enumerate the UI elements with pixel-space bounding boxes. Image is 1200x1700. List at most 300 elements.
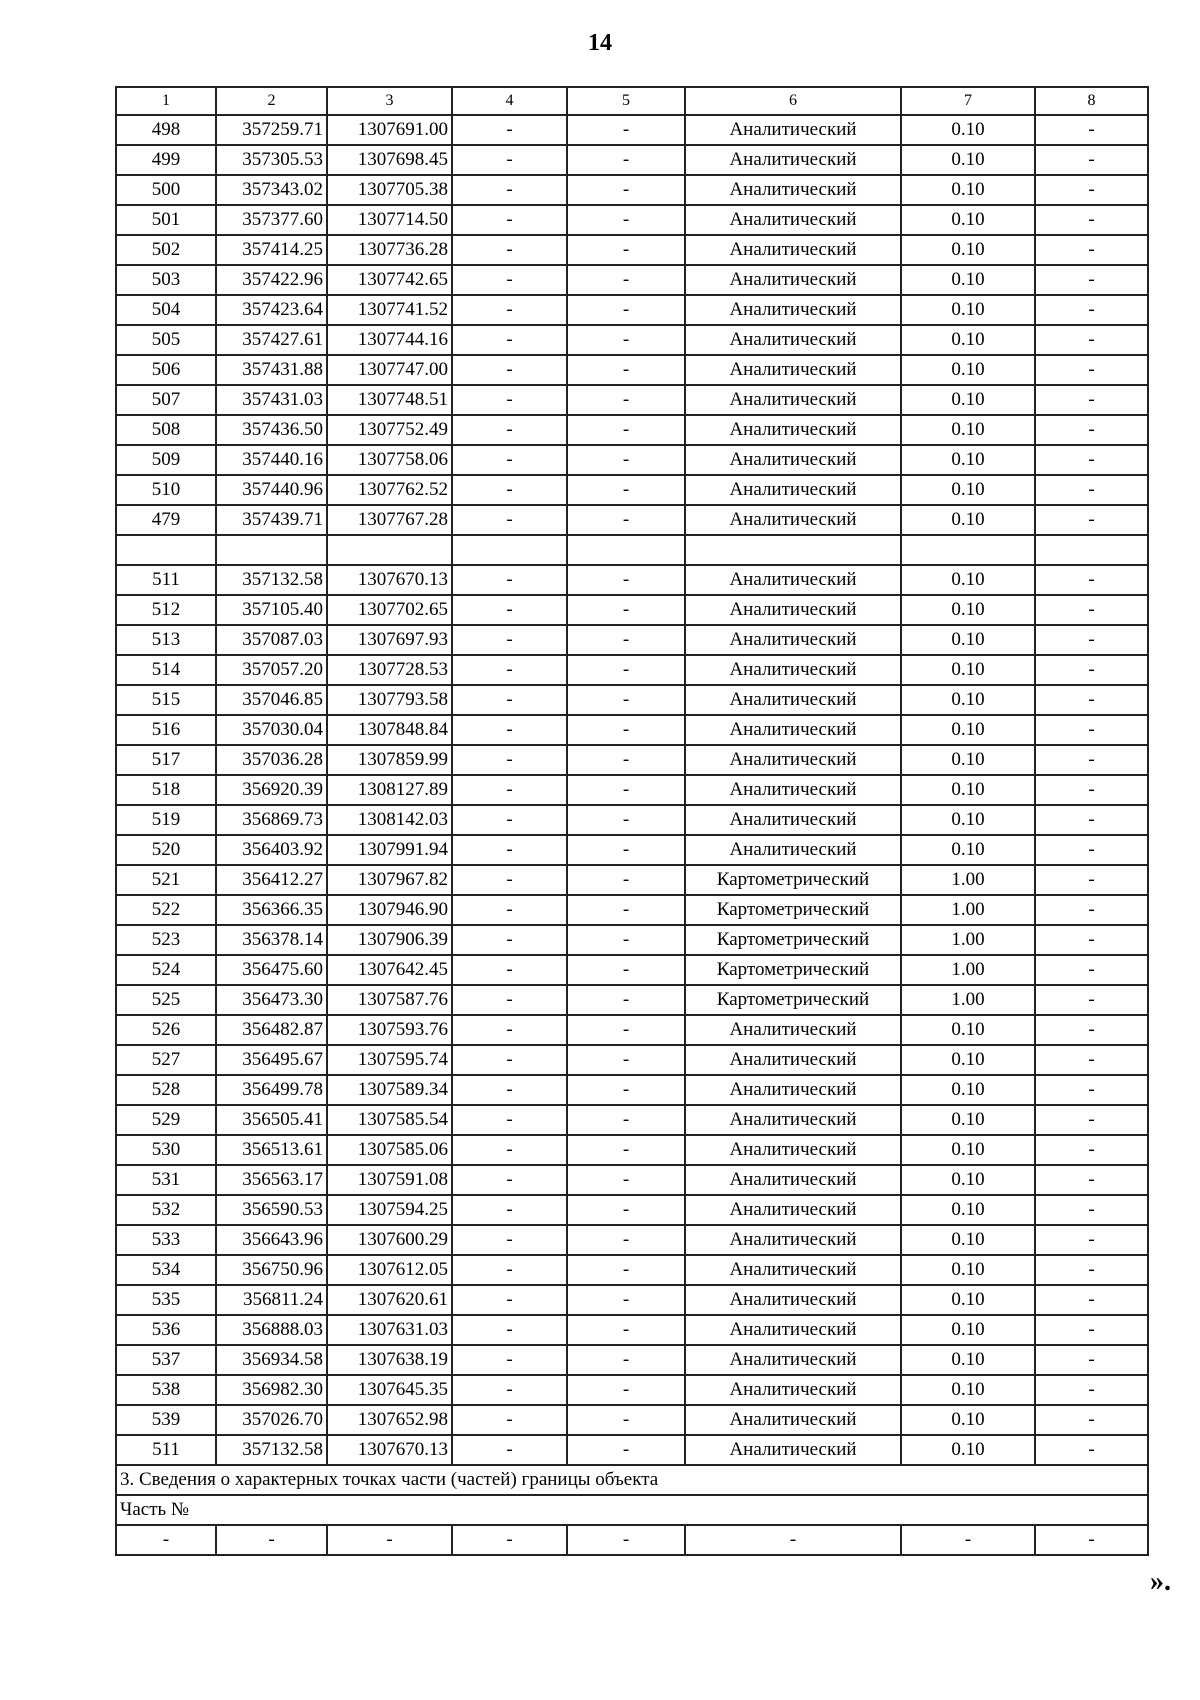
- col4-cell: -: [452, 385, 567, 415]
- table-row: [116, 655, 1148, 685]
- col5-cell: -: [567, 955, 685, 985]
- col4-cell: -: [452, 595, 567, 625]
- y-coordinate-cell: 1307991.94: [327, 835, 452, 865]
- col8-cell: -: [1035, 1255, 1148, 1285]
- empty-cell: [327, 535, 452, 565]
- method-cell: Аналитический: [685, 1135, 901, 1165]
- column-header: 8: [1035, 87, 1148, 115]
- y-coordinate-cell: 1307670.13: [327, 565, 452, 595]
- point-number-cell: 523: [116, 925, 216, 955]
- table-row: [116, 115, 1148, 145]
- method-cell: Аналитический: [685, 1225, 901, 1255]
- table-row: [116, 325, 1148, 355]
- table-row: [116, 415, 1148, 445]
- table-row: [116, 625, 1148, 655]
- accuracy-cell: 0.10: [901, 1435, 1035, 1465]
- col8-cell: -: [1035, 1105, 1148, 1135]
- table-row: [116, 775, 1148, 805]
- col4-cell: -: [452, 1255, 567, 1285]
- y-coordinate-cell: 1307705.38: [327, 175, 452, 205]
- accuracy-cell: 1.00: [901, 895, 1035, 925]
- y-coordinate-cell: 1307736.28: [327, 235, 452, 265]
- accuracy-cell: 0.10: [901, 505, 1035, 535]
- col5-cell: -: [567, 1315, 685, 1345]
- col5-cell: -: [567, 925, 685, 955]
- col5-cell: -: [567, 325, 685, 355]
- col8-cell: -: [1035, 415, 1148, 445]
- x-coordinate-cell: 356475.60: [216, 955, 327, 985]
- method-cell: Аналитический: [685, 1165, 901, 1195]
- point-number-cell: 498: [116, 115, 216, 145]
- x-coordinate-cell: 356869.73: [216, 805, 327, 835]
- x-coordinate-cell: 356590.53: [216, 1195, 327, 1225]
- accuracy-cell: 0.10: [901, 385, 1035, 415]
- accuracy-cell: 0.10: [901, 445, 1035, 475]
- x-coordinate-cell: 357087.03: [216, 625, 327, 655]
- point-number-cell: 532: [116, 1195, 216, 1225]
- col4-cell: -: [452, 1375, 567, 1405]
- method-cell: Аналитический: [685, 1045, 901, 1075]
- col5-cell: -: [567, 625, 685, 655]
- col8-cell: -: [1035, 295, 1148, 325]
- x-coordinate-cell: 357030.04: [216, 715, 327, 745]
- col4-cell: -: [452, 1045, 567, 1075]
- col4-cell: -: [452, 625, 567, 655]
- method-cell: Аналитический: [685, 355, 901, 385]
- x-coordinate-cell: 356473.30: [216, 985, 327, 1015]
- col4-cell: -: [452, 1405, 567, 1435]
- method-cell: Аналитический: [685, 1105, 901, 1135]
- x-coordinate-cell: 357305.53: [216, 145, 327, 175]
- col5-cell: -: [567, 1195, 685, 1225]
- col8-cell: -: [1035, 775, 1148, 805]
- col4-cell: -: [452, 565, 567, 595]
- method-cell: Аналитический: [685, 1015, 901, 1045]
- accuracy-cell: 0.10: [901, 415, 1035, 445]
- x-coordinate-cell: 356920.39: [216, 775, 327, 805]
- col5-cell: -: [567, 865, 685, 895]
- col4-cell: -: [452, 865, 567, 895]
- section-title-row: [116, 1465, 1148, 1495]
- x-coordinate-cell: 357427.61: [216, 325, 327, 355]
- table-row: [116, 685, 1148, 715]
- point-number-cell: 539: [116, 1405, 216, 1435]
- x-coordinate-cell: 357431.88: [216, 355, 327, 385]
- table-row: [116, 1225, 1148, 1255]
- x-coordinate-cell: 356563.17: [216, 1165, 327, 1195]
- point-number-cell: 520: [116, 835, 216, 865]
- col5-cell: -: [567, 715, 685, 745]
- point-number-cell: 519: [116, 805, 216, 835]
- point-number-cell: 527: [116, 1045, 216, 1075]
- col5-cell: -: [567, 595, 685, 625]
- col8-cell: -: [1035, 1015, 1148, 1045]
- dash-row: [116, 1525, 1148, 1555]
- y-coordinate-cell: 1307670.13: [327, 1435, 452, 1465]
- column-header-row: [116, 87, 1148, 115]
- col4-cell: -: [452, 265, 567, 295]
- column-header: 3: [327, 87, 452, 115]
- empty-cell: [116, 535, 216, 565]
- col8-cell: -: [1035, 1375, 1148, 1405]
- table-row: [116, 835, 1148, 865]
- col5-cell: -: [567, 445, 685, 475]
- y-coordinate-cell: 1307714.50: [327, 205, 452, 235]
- point-number-cell: 511: [116, 1435, 216, 1465]
- y-coordinate-cell: 1307691.00: [327, 115, 452, 145]
- col8-cell: -: [1035, 625, 1148, 655]
- x-coordinate-cell: 357423.64: [216, 295, 327, 325]
- point-number-cell: 530: [116, 1135, 216, 1165]
- y-coordinate-cell: 1307600.29: [327, 1225, 452, 1255]
- method-cell: Аналитический: [685, 145, 901, 175]
- method-cell: Аналитический: [685, 1195, 901, 1225]
- method-cell: Аналитический: [685, 1375, 901, 1405]
- method-cell: Аналитический: [685, 115, 901, 145]
- accuracy-cell: 0.10: [901, 1285, 1035, 1315]
- accuracy-cell: 0.10: [901, 355, 1035, 385]
- col8-cell: -: [1035, 1435, 1148, 1465]
- point-number-cell: 534: [116, 1255, 216, 1285]
- table-row: [116, 385, 1148, 415]
- method-cell: Картометрический: [685, 925, 901, 955]
- table-row: [116, 1405, 1148, 1435]
- x-coordinate-cell: 356811.24: [216, 1285, 327, 1315]
- col8-cell: -: [1035, 505, 1148, 535]
- col5-cell: -: [567, 1345, 685, 1375]
- col4-cell: -: [452, 1105, 567, 1135]
- y-coordinate-cell: 1307748.51: [327, 385, 452, 415]
- point-number-cell: 537: [116, 1345, 216, 1375]
- col4-cell: -: [452, 1075, 567, 1105]
- col8-cell: -: [1035, 1075, 1148, 1105]
- table-row: [116, 175, 1148, 205]
- method-cell: Аналитический: [685, 805, 901, 835]
- method-cell: Аналитический: [685, 1405, 901, 1435]
- accuracy-cell: 0.10: [901, 1405, 1035, 1435]
- col5-cell: -: [567, 265, 685, 295]
- x-coordinate-cell: 356982.30: [216, 1375, 327, 1405]
- y-coordinate-cell: 1307793.58: [327, 685, 452, 715]
- y-coordinate-cell: 1307698.45: [327, 145, 452, 175]
- accuracy-cell: 0.10: [901, 295, 1035, 325]
- table-row: [116, 205, 1148, 235]
- table-row: [116, 475, 1148, 505]
- y-coordinate-cell: 1307848.84: [327, 715, 452, 745]
- table-row: [116, 805, 1148, 835]
- accuracy-cell: 0.10: [901, 1375, 1035, 1405]
- accuracy-cell: 0.10: [901, 1105, 1035, 1135]
- table-row: [116, 1135, 1148, 1165]
- col4-cell: -: [452, 145, 567, 175]
- table-row: [116, 1285, 1148, 1315]
- y-coordinate-cell: 1307741.52: [327, 295, 452, 325]
- table-row: [116, 445, 1148, 475]
- col4-cell: -: [452, 655, 567, 685]
- col8-cell: -: [1035, 805, 1148, 835]
- column-header: 4: [452, 87, 567, 115]
- y-coordinate-cell: 1307620.61: [327, 1285, 452, 1315]
- col4-cell: -: [452, 685, 567, 715]
- point-number-cell: 524: [116, 955, 216, 985]
- y-coordinate-cell: 1307594.25: [327, 1195, 452, 1225]
- col4-cell: -: [452, 1315, 567, 1345]
- y-coordinate-cell: 1307585.06: [327, 1135, 452, 1165]
- col8-cell: -: [1035, 715, 1148, 745]
- point-number-cell: 511: [116, 565, 216, 595]
- col8-cell: -: [1035, 1045, 1148, 1075]
- accuracy-cell: 0.10: [901, 835, 1035, 865]
- col4-cell: -: [452, 1015, 567, 1045]
- col8-cell: -: [1035, 115, 1148, 145]
- table-row: [116, 1315, 1148, 1345]
- table-row: [116, 985, 1148, 1015]
- col8-cell: -: [1035, 1225, 1148, 1255]
- y-coordinate-cell: 1307747.00: [327, 355, 452, 385]
- col4-cell: -: [452, 235, 567, 265]
- col4-cell: -: [452, 115, 567, 145]
- x-coordinate-cell: 357132.58: [216, 565, 327, 595]
- y-coordinate-cell: 1307728.53: [327, 655, 452, 685]
- x-coordinate-cell: 356495.67: [216, 1045, 327, 1075]
- accuracy-cell: 0.10: [901, 1255, 1035, 1285]
- column-header: 2: [216, 87, 327, 115]
- col5-cell: -: [567, 115, 685, 145]
- method-cell: Картометрический: [685, 865, 901, 895]
- method-cell: Аналитический: [685, 745, 901, 775]
- table-row: [116, 865, 1148, 895]
- method-cell: Аналитический: [685, 475, 901, 505]
- accuracy-cell: 0.10: [901, 205, 1035, 235]
- table-row: [116, 1435, 1148, 1465]
- col8-cell: -: [1035, 1165, 1148, 1195]
- method-cell: Аналитический: [685, 565, 901, 595]
- col5-cell: -: [567, 1405, 685, 1435]
- y-coordinate-cell: 1308127.89: [327, 775, 452, 805]
- x-coordinate-cell: 357440.16: [216, 445, 327, 475]
- method-cell: Аналитический: [685, 1075, 901, 1105]
- col4-cell: -: [452, 505, 567, 535]
- point-number-cell: 513: [116, 625, 216, 655]
- table-row: [116, 265, 1148, 295]
- col8-cell: -: [1035, 685, 1148, 715]
- point-number-cell: 522: [116, 895, 216, 925]
- method-cell: Аналитический: [685, 1255, 901, 1285]
- y-coordinate-cell: 1308142.03: [327, 805, 452, 835]
- col5-cell: -: [567, 235, 685, 265]
- accuracy-cell: 0.10: [901, 685, 1035, 715]
- x-coordinate-cell: 357132.58: [216, 1435, 327, 1465]
- method-cell: Аналитический: [685, 835, 901, 865]
- table-row: [116, 1105, 1148, 1135]
- col5-cell: -: [567, 985, 685, 1015]
- x-coordinate-cell: 357414.25: [216, 235, 327, 265]
- y-coordinate-cell: 1307967.82: [327, 865, 452, 895]
- point-number-cell: 526: [116, 1015, 216, 1045]
- point-number-cell: 508: [116, 415, 216, 445]
- dash-cell: -: [901, 1525, 1035, 1555]
- y-coordinate-cell: 1307859.99: [327, 745, 452, 775]
- col8-cell: -: [1035, 925, 1148, 955]
- col8-cell: -: [1035, 1135, 1148, 1165]
- col4-cell: -: [452, 895, 567, 925]
- y-coordinate-cell: 1307642.45: [327, 955, 452, 985]
- accuracy-cell: 0.10: [901, 745, 1035, 775]
- col4-cell: -: [452, 955, 567, 985]
- accuracy-cell: 0.10: [901, 145, 1035, 175]
- dash-cell: -: [327, 1525, 452, 1555]
- col5-cell: -: [567, 355, 685, 385]
- accuracy-cell: 0.10: [901, 325, 1035, 355]
- col8-cell: -: [1035, 235, 1148, 265]
- x-coordinate-cell: 356403.92: [216, 835, 327, 865]
- accuracy-cell: 0.10: [901, 1045, 1035, 1075]
- accuracy-cell: 0.10: [901, 1315, 1035, 1345]
- point-number-cell: 514: [116, 655, 216, 685]
- empty-cell: [452, 535, 567, 565]
- x-coordinate-cell: 357436.50: [216, 415, 327, 445]
- table-row: [116, 565, 1148, 595]
- y-coordinate-cell: 1307645.35: [327, 1375, 452, 1405]
- point-number-cell: 510: [116, 475, 216, 505]
- x-coordinate-cell: 357046.85: [216, 685, 327, 715]
- point-number-cell: 516: [116, 715, 216, 745]
- table-row: [116, 1255, 1148, 1285]
- col4-cell: -: [452, 475, 567, 505]
- x-coordinate-cell: 357439.71: [216, 505, 327, 535]
- method-cell: Аналитический: [685, 325, 901, 355]
- table-row: [116, 1375, 1148, 1405]
- col8-cell: -: [1035, 205, 1148, 235]
- col8-cell: -: [1035, 325, 1148, 355]
- accuracy-cell: 0.10: [901, 805, 1035, 835]
- method-cell: Аналитический: [685, 1435, 901, 1465]
- col5-cell: -: [567, 175, 685, 205]
- point-number-cell: 479: [116, 505, 216, 535]
- col5-cell: -: [567, 1285, 685, 1315]
- col4-cell: -: [452, 1135, 567, 1165]
- point-number-cell: 533: [116, 1225, 216, 1255]
- col5-cell: -: [567, 1105, 685, 1135]
- table-row: [116, 1015, 1148, 1045]
- y-coordinate-cell: 1307638.19: [327, 1345, 452, 1375]
- column-header: 1: [116, 87, 216, 115]
- accuracy-cell: 0.10: [901, 595, 1035, 625]
- point-number-cell: 504: [116, 295, 216, 325]
- point-number-cell: 499: [116, 145, 216, 175]
- table-row: [116, 1045, 1148, 1075]
- col8-cell: -: [1035, 985, 1148, 1015]
- point-number-cell: 505: [116, 325, 216, 355]
- y-coordinate-cell: 1307593.76: [327, 1015, 452, 1045]
- method-cell: Аналитический: [685, 1315, 901, 1345]
- table-row: [116, 925, 1148, 955]
- x-coordinate-cell: 357440.96: [216, 475, 327, 505]
- table-row: [116, 895, 1148, 925]
- x-coordinate-cell: 356513.61: [216, 1135, 327, 1165]
- point-number-cell: 517: [116, 745, 216, 775]
- method-cell: Картометрический: [685, 895, 901, 925]
- method-cell: Аналитический: [685, 625, 901, 655]
- method-cell: Аналитический: [685, 265, 901, 295]
- col5-cell: -: [567, 475, 685, 505]
- y-coordinate-cell: 1307758.06: [327, 445, 452, 475]
- accuracy-cell: 0.10: [901, 1075, 1035, 1105]
- closing-quote: ».: [1150, 1566, 1171, 1597]
- col8-cell: -: [1035, 265, 1148, 295]
- dash-cell: -: [567, 1525, 685, 1555]
- point-number-cell: 501: [116, 205, 216, 235]
- table-row: [116, 1075, 1148, 1105]
- col8-cell: -: [1035, 565, 1148, 595]
- part-label-row: [116, 1495, 1148, 1525]
- col4-cell: -: [452, 925, 567, 955]
- table-row: [116, 595, 1148, 625]
- col5-cell: -: [567, 895, 685, 925]
- col5-cell: -: [567, 295, 685, 325]
- method-cell: Аналитический: [685, 415, 901, 445]
- point-number-cell: 529: [116, 1105, 216, 1135]
- method-cell: Аналитический: [685, 715, 901, 745]
- table-row: [116, 955, 1148, 985]
- col8-cell: -: [1035, 1315, 1148, 1345]
- col4-cell: -: [452, 355, 567, 385]
- accuracy-cell: 0.10: [901, 175, 1035, 205]
- col5-cell: -: [567, 1435, 685, 1465]
- col5-cell: -: [567, 1015, 685, 1045]
- method-cell: Аналитический: [685, 235, 901, 265]
- point-number-cell: 507: [116, 385, 216, 415]
- y-coordinate-cell: 1307946.90: [327, 895, 452, 925]
- method-cell: Аналитический: [685, 655, 901, 685]
- col8-cell: -: [1035, 1345, 1148, 1375]
- method-cell: Аналитический: [685, 385, 901, 415]
- col4-cell: -: [452, 745, 567, 775]
- x-coordinate-cell: 357343.02: [216, 175, 327, 205]
- empty-cell: [1035, 535, 1148, 565]
- col5-cell: -: [567, 415, 685, 445]
- part-label: Часть №: [116, 1495, 1148, 1525]
- col8-cell: -: [1035, 955, 1148, 985]
- col4-cell: -: [452, 175, 567, 205]
- col4-cell: -: [452, 295, 567, 325]
- point-number-cell: 525: [116, 985, 216, 1015]
- accuracy-cell: 1.00: [901, 925, 1035, 955]
- point-number-cell: 535: [116, 1285, 216, 1315]
- col5-cell: -: [567, 1165, 685, 1195]
- coordinates-table: [115, 86, 1149, 1556]
- y-coordinate-cell: 1307591.08: [327, 1165, 452, 1195]
- dash-cell: -: [116, 1525, 216, 1555]
- col8-cell: -: [1035, 745, 1148, 775]
- x-coordinate-cell: 356366.35: [216, 895, 327, 925]
- point-number-cell: 521: [116, 865, 216, 895]
- y-coordinate-cell: 1307631.03: [327, 1315, 452, 1345]
- method-cell: Аналитический: [685, 685, 901, 715]
- col5-cell: -: [567, 835, 685, 865]
- accuracy-cell: 0.10: [901, 1195, 1035, 1225]
- col5-cell: -: [567, 205, 685, 235]
- col5-cell: -: [567, 385, 685, 415]
- x-coordinate-cell: 357026.70: [216, 1405, 327, 1435]
- col4-cell: -: [452, 445, 567, 475]
- col8-cell: -: [1035, 175, 1148, 205]
- point-number-cell: 502: [116, 235, 216, 265]
- col4-cell: -: [452, 985, 567, 1015]
- section-title: 3. Сведения о характерных точках части (частей) границы объекта: [116, 1465, 1148, 1495]
- accuracy-cell: 0.10: [901, 565, 1035, 595]
- method-cell: Картометрический: [685, 985, 901, 1015]
